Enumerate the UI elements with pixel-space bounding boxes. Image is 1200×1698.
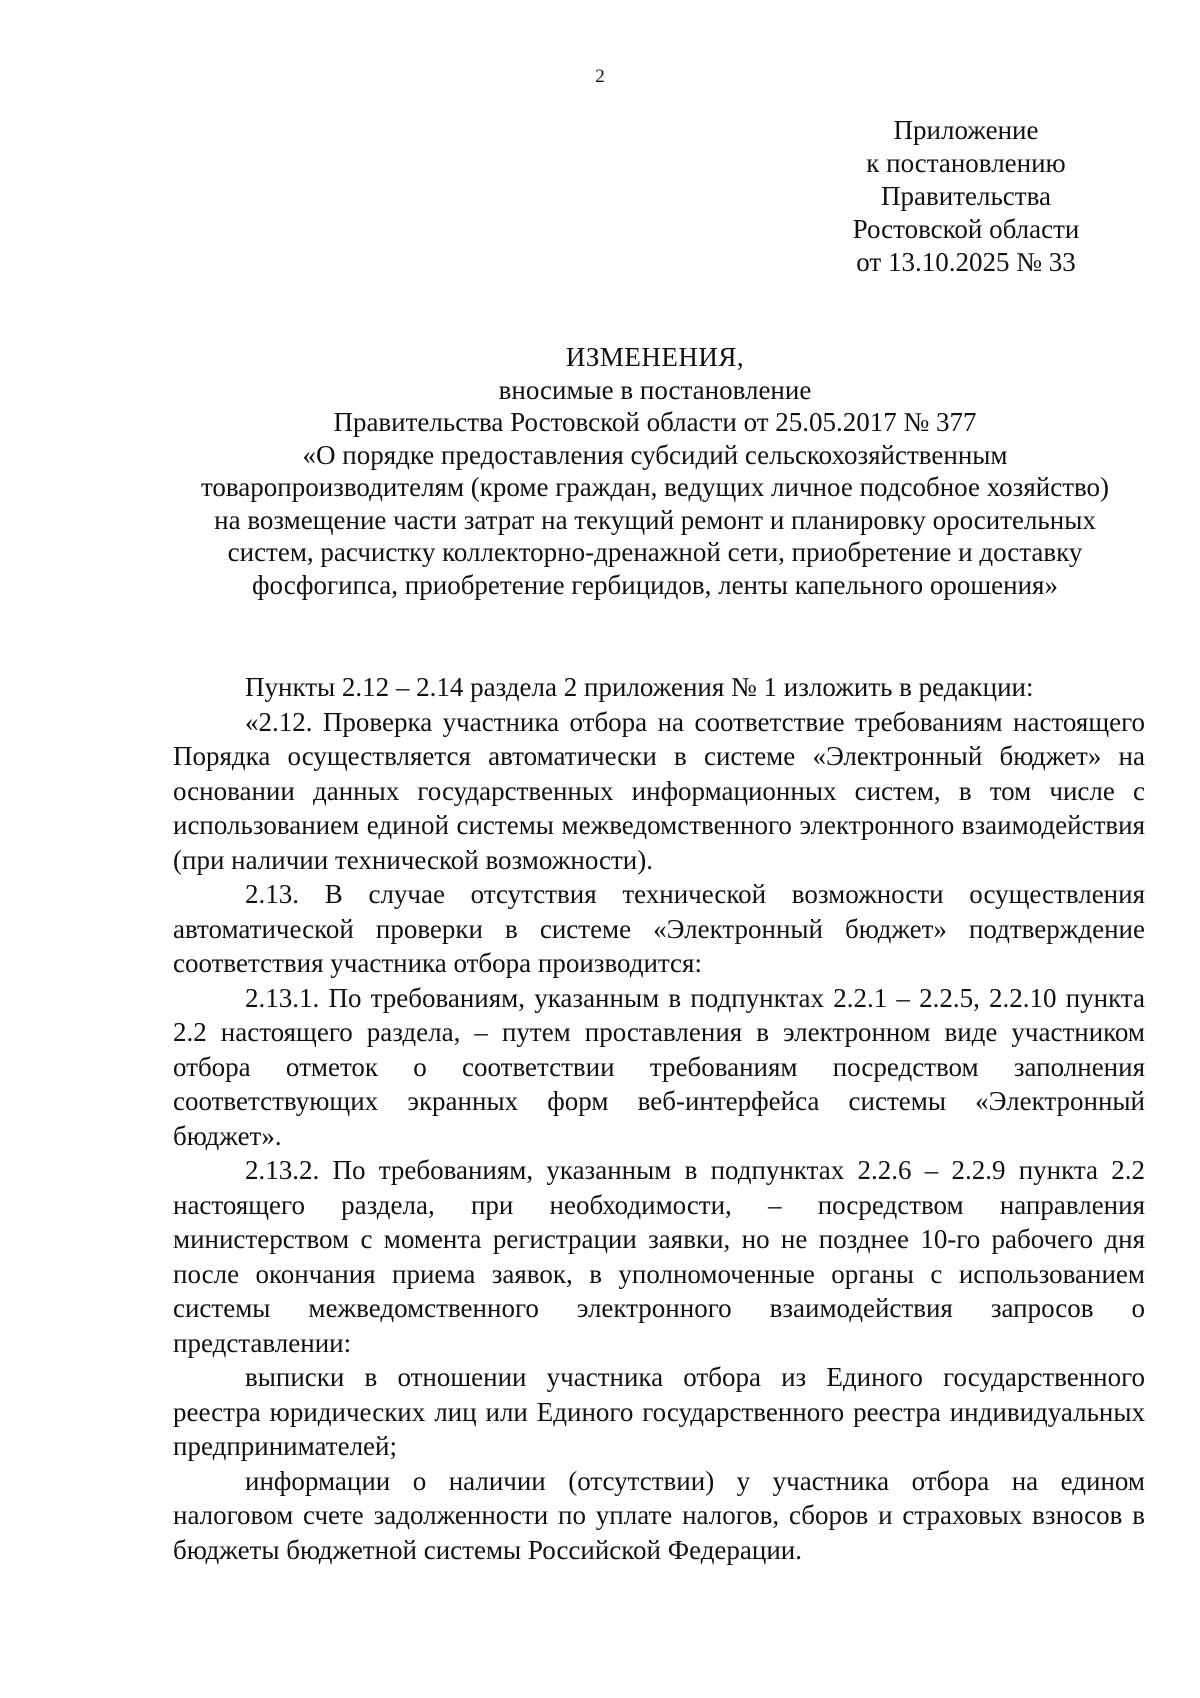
appendix-line: Приложение — [893, 115, 1039, 145]
title-line: Правительства Ростовской области от 25.05.2017 № 377 — [333, 407, 977, 437]
request-item-tax-debt-info: информации о наличии (отсутствии) у участника отбора на едином налоговом счете задолженности по уплате налогов, сборов и страховых взносов в бюджеты бюджетной системы Российской Федерации. — [173, 1465, 1145, 1565]
title-heading: ИЗМЕНЕНИЯ, — [565, 342, 745, 372]
title-line: систем, расчистку коллекторно-дренажной сети, приобретение и доставку — [227, 537, 1083, 567]
appendix-line: Ростовской области — [852, 214, 1080, 244]
appendix-line: к постановлению — [866, 148, 1066, 178]
clause-2-12: «2.12. Проверка участника отбора на соответствие требованиям настоящего Порядка осуществляется автоматически в системе «Электронный бюджет» на основании данных государственных информационных систем, в том числе с использованием единой системы межведомственного электронного взаимодействия (при наличии технической возможности). — [173, 706, 1145, 875]
document-body — [173, 670, 1145, 1567]
clause-2-13-1: 2.13.1. По требованиям, указанным в подпунктах 2.2.1 – 2.2.5, 2.2.10 пункта 2.2 настоящего раздела, – путем проставления в электронном виде участником отбора отметок о соответствии требованиям посредством заполнения соответствующих экранных форм веб-интерфейса системы «Электронный бюджет». — [173, 982, 1145, 1151]
appendix-date-number: от 13.10.2025 № 33 — [856, 247, 1076, 277]
clause-2-13-2: 2.13.2. По требованиям, указанным в подпунктах 2.2.6 – 2.2.9 пункта 2.2 настоящего раздела, при необходимости, – посредством направления министерством с момента регистрации заявки, но не позднее 10-го рабочего дня после окончания приема заявок, в уполномоченные органы с использованием системы межведомственного электронного взаимодействия запросов о представлении: — [173, 1155, 1145, 1358]
intro-paragraph: Пункты 2.12 – 2.14 раздела 2 приложения № 1 изложить в редакции: — [245, 672, 1034, 702]
title-line: «О порядке предоставления субсидий сельскохозяйственным — [302, 439, 1008, 470]
request-item-registry-extract: выписки в отношении участника отбора из Единого государственного реестра юридических лиц или Единого государственного реестра индивидуальных предпринимателей; — [173, 1362, 1145, 1461]
title-line: фосфогипса, приобретение гербицидов, ленты капельного орошения» — [252, 569, 1058, 600]
appendix-line: Правительства — [881, 181, 1051, 211]
document-title — [150, 341, 1160, 601]
appendix-header — [790, 114, 1142, 279]
title-line: на возмещение части затрат на текущий ремонт и планировку оросительных — [214, 504, 1096, 535]
title-line: товаропроизводителям (кроме граждан, ведущих личное подсобное хозяйство) — [200, 472, 1110, 502]
clause-2-13: 2.13. В случае отсутствия технической возможности осуществления автоматической проверки в системе «Электронный бюджет» подтверждение соответствия участника отбора производится: — [173, 879, 1145, 978]
page-number: 2 — [595, 66, 605, 87]
title-line: вносимые в постановление — [498, 374, 812, 405]
